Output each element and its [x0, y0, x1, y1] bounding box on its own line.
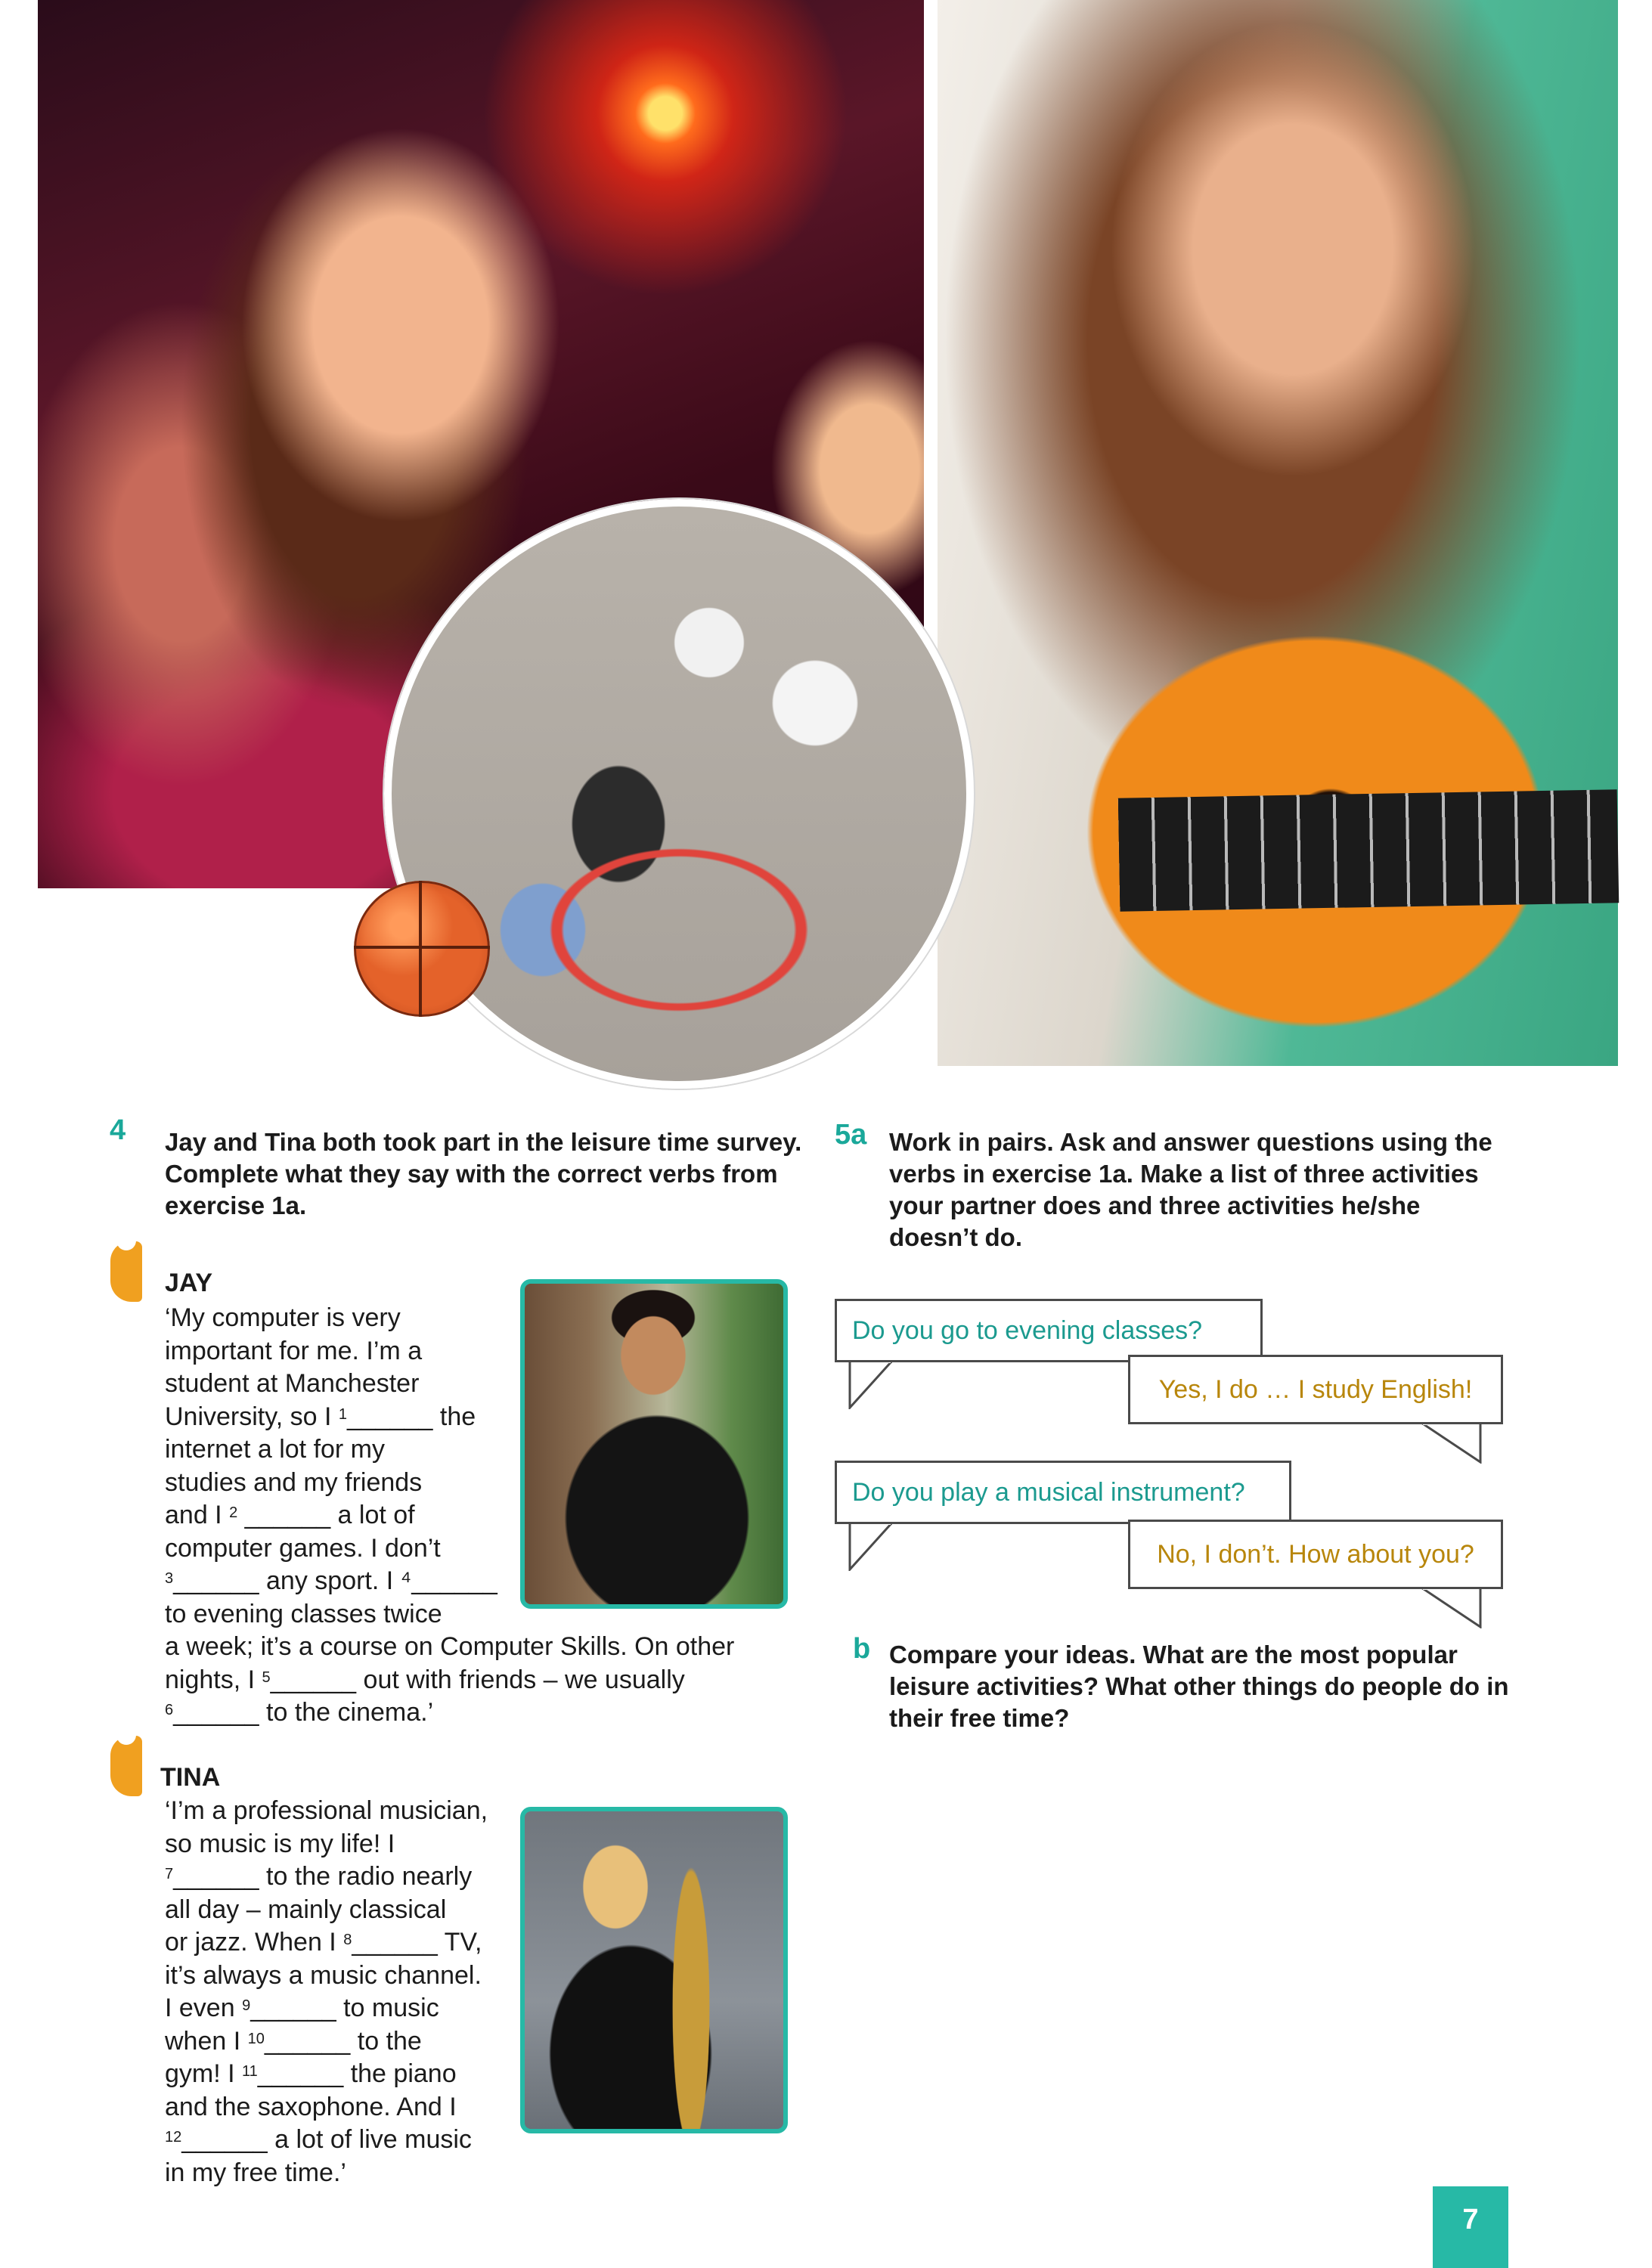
page-number: 7 [1433, 2186, 1508, 2268]
tina-text-line [165, 1795, 513, 1828]
exercise-4-line: Jay and Tina both took part in the leisure time survey. [165, 1128, 802, 1156]
bubble-tail [1421, 1588, 1482, 1628]
line-text: in my free time.’ [165, 2158, 346, 2187]
gap-number: 6 [165, 1702, 174, 1718]
basketball-photo [384, 499, 974, 1089]
tina-text-line [165, 2025, 513, 2059]
question-bubble-2: Do you play a musical instrument? [835, 1461, 1291, 1524]
line-text: ______ out with friends – we usually [270, 1665, 685, 1694]
tina-text-line [165, 1926, 513, 1960]
line-text: ______ to the [264, 2026, 422, 2056]
tina-paragraph [165, 1795, 513, 2189]
line-text: so music is my life! I [165, 1829, 395, 1858]
quote-mark-icon [110, 1241, 142, 1302]
exercise-5b-letter: b [853, 1633, 871, 1665]
gap-number: 5 [262, 1668, 271, 1686]
exercise-5b-line: their free time? [889, 1704, 1070, 1732]
tina-text-line [165, 2124, 513, 2157]
line-text: I even [165, 1994, 243, 2022]
line-text: and the saxophone. And I [165, 2092, 457, 2121]
line-text: ______ TV, [352, 1928, 482, 1957]
gap-number: 7 [165, 1866, 174, 1882]
line-text: all day – mainly classical [165, 1895, 447, 1924]
exercise-4-line: exercise 1a. [165, 1191, 307, 1219]
gap-number: 9 [242, 1997, 251, 2014]
line-text: ______ a lot of [237, 1501, 415, 1529]
exercise-4-number: 4 [110, 1114, 126, 1146]
line-text: computer games. I don’t [165, 1533, 441, 1563]
gap-number: 2 [229, 1504, 238, 1521]
exercise-5a-line: doesn’t do. [889, 1223, 1022, 1251]
guitar-neck-graphic [1118, 789, 1619, 911]
jay-text-line [165, 1631, 770, 1664]
gap-number: 1 [338, 1405, 347, 1423]
line-text: gym! I [165, 2059, 243, 2088]
tina-text-line [165, 2058, 513, 2091]
answer-bubble-2: No, I don’t. How about you? [1128, 1520, 1503, 1589]
tina-text-line [165, 1992, 513, 2025]
speaker-name-tina: TINA [160, 1763, 221, 1792]
gap-number: 10 [247, 2030, 265, 2047]
line-text: ______ to the cinema.’ [173, 1698, 434, 1727]
bubble-tail [848, 1361, 894, 1409]
exercise-5b-instruction [889, 1639, 1517, 1734]
exercise-5a-line: Work in pairs. Ask and answer questions using the [889, 1128, 1492, 1156]
line-text: University, so I [165, 1402, 339, 1431]
answer-bubble-1: Yes, I do … I study English! [1128, 1355, 1503, 1424]
line-text: when I [165, 2026, 248, 2056]
tina-text-line [165, 2091, 513, 2124]
line-text: ______ a lot of live music [181, 2125, 472, 2154]
line-text: studies and my friends [165, 1467, 423, 1497]
line-text: internet a lot for my [165, 1435, 386, 1464]
line-text: it’s always a music channel. [165, 1960, 482, 1990]
line-text: ______ to the radio nearly [173, 1862, 473, 1891]
line-text: and I [165, 1501, 230, 1529]
line-text: ‘I’m a professional musician, [165, 1796, 488, 1825]
line-text: ______ to music [250, 1994, 439, 2022]
line-text: or jazz. When I [165, 1928, 344, 1957]
quote-mark-icon [110, 1736, 142, 1796]
exercise-4-line: Complete what they say with the correct verbs from [165, 1160, 778, 1188]
exercise-5a-line: your partner does and three activities he/she [889, 1191, 1421, 1219]
exercise-5a-number: 5a [835, 1119, 867, 1151]
gap-number: 12 [165, 2129, 182, 2146]
exercise-5b-line: leisure activities? What other things do people do in [889, 1672, 1509, 1700]
speaker-name-jay: JAY [165, 1269, 213, 1297]
line-text: student at Manchester [165, 1369, 420, 1398]
tina-text-line [165, 1894, 513, 1927]
exercise-5b-line: Compare your ideas. What are the most popular [889, 1641, 1458, 1668]
exercise-5a-instruction [889, 1126, 1509, 1253]
tina-text-line [165, 1861, 513, 1894]
gap-number: 3 [165, 1570, 174, 1587]
line-text: ______ the [347, 1402, 476, 1431]
line-text: ______ any sport. I ⁴______ [173, 1566, 497, 1595]
tina-text-line [165, 2157, 513, 2190]
exercise-5a-line: verbs in exercise 1a. Make a list of three activities [889, 1160, 1479, 1188]
line-text: important for me. I’m a [165, 1336, 423, 1365]
line-text: a week; it’s a course on Computer Skills. On other [165, 1632, 735, 1661]
line-text: nights, I [165, 1665, 262, 1694]
jay-text-line [165, 1664, 770, 1697]
exercise-4-instruction [165, 1126, 815, 1222]
bubble-tail [848, 1523, 894, 1571]
question-bubble-1: Do you go to evening classes? [835, 1299, 1263, 1362]
gap-number: 11 [242, 2063, 258, 2080]
bubble-tail [1421, 1423, 1482, 1464]
tina-text-line [165, 1960, 513, 1993]
gap-number: 8 [343, 1932, 352, 1948]
line-text: to evening classes twice [165, 1599, 442, 1628]
line-text: ‘My computer is very [165, 1303, 401, 1332]
line-text: ______ the piano [257, 2059, 457, 2088]
tina-text-line [165, 1828, 513, 1861]
jay-text-line [165, 1696, 770, 1730]
tina-photo [520, 1807, 788, 2133]
basketball-icon [354, 881, 490, 1017]
jay-photo [520, 1279, 788, 1609]
